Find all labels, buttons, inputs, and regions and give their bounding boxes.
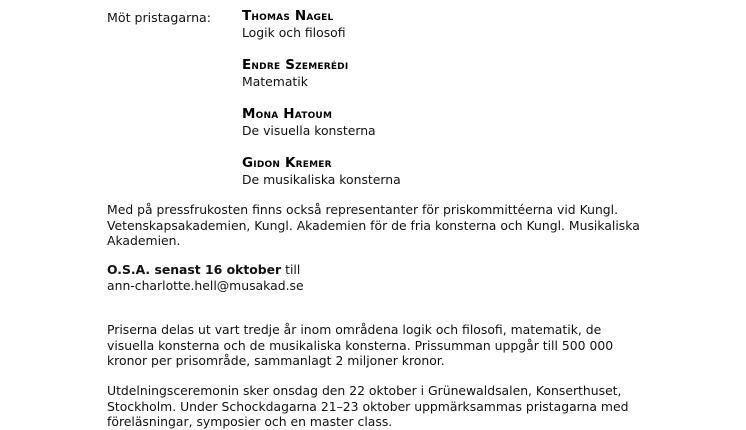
rsvp-to: till: [281, 262, 301, 277]
breakfast-paragraph: Med på pressfrukosten finns också representanter för priskommittéerna vid Kungl. Vetenskapsakademien, Kungl. Akademien för de fria konsterna och Kungl. Musikaliska Akademien.: [107, 202, 640, 249]
winner-field: De musikaliska konsterna: [242, 172, 401, 187]
winner-name: Mona Hatoum: [242, 106, 333, 122]
intro-label: Möt pristagarna:: [107, 10, 212, 25]
rsvp-email-link[interactable]: ann-charlotte.hell@musakad.se: [107, 277, 304, 293]
winner-field: Matematik: [242, 74, 308, 89]
rsvp-deadline: O.S.A. senast 16 oktober: [107, 262, 282, 277]
winner-name: Endre Szemerédi: [242, 57, 349, 73]
winner-field: Logik och filosofi: [242, 25, 346, 40]
winner-name: Thomas Nagel: [242, 8, 334, 24]
winner-name: Gidon Kremer: [242, 155, 332, 171]
winner-field: De visuella konsterna: [242, 123, 376, 138]
prize-paragraph: Priserna delas ut vart tredje år inom områdena logik och filosofi, matematik, de visuella konsterna och de musikaliska konsterna. Prissumman uppgår till 500 000 kronor per prisområde, sammanlagt 2 miljoner kronor.: [107, 322, 614, 369]
ceremony-paragraph: Utdelningsceremonin sker onsdag den 22 oktober i Grünewaldsalen, Konserthuset, Stockholm. Under Schockdagarna 21–23 oktober uppmärksammas pristagarna med föreläsningar, symposier och en master class.: [107, 383, 629, 430]
rsvp-paragraph: [107, 262, 647, 293]
